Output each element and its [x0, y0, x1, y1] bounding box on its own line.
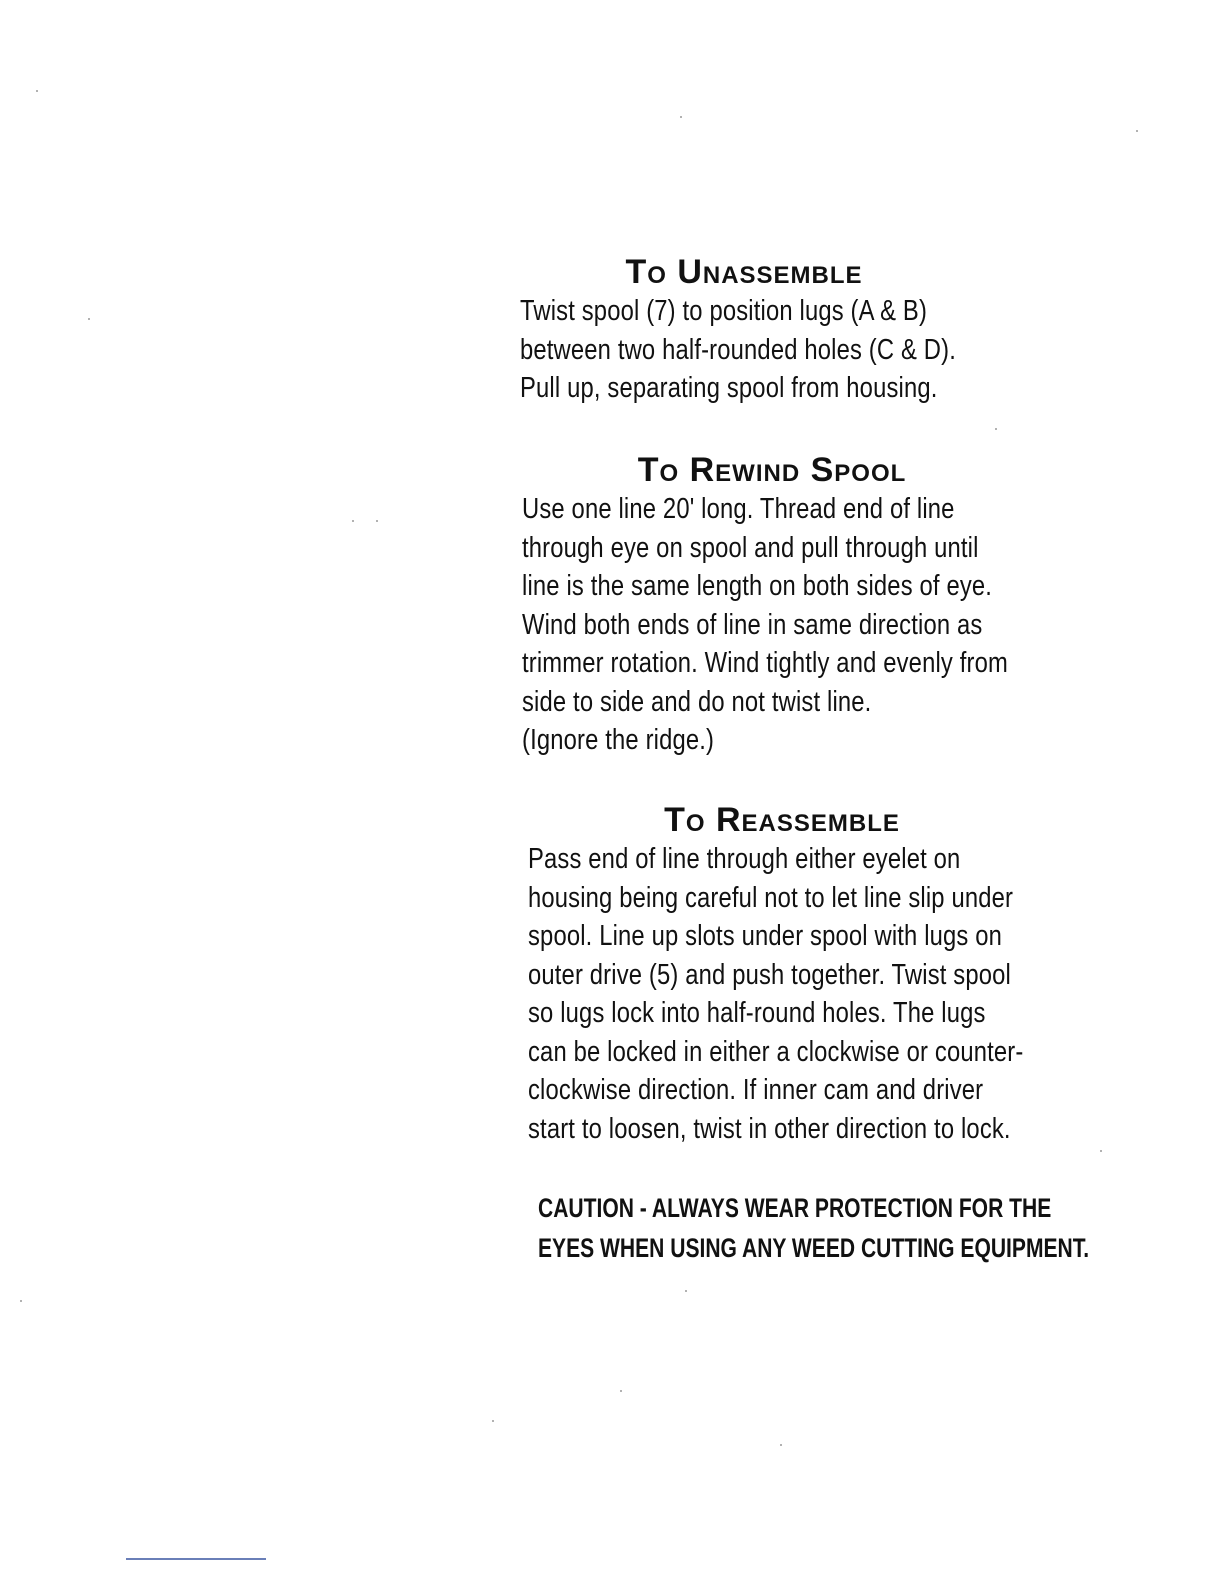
- body-line: line is the same length on both sides of eye.: [522, 570, 993, 602]
- bottom-rule: [126, 1558, 266, 1560]
- body-line: Pull up, separating spool from housing.: [520, 372, 938, 404]
- scan-speck: [780, 1444, 782, 1446]
- body-line: can be locked in either a clockwise or counter-: [528, 1035, 1024, 1068]
- caution-line: CAUTION - ALWAYS WEAR PROTECTION FOR THE: [538, 1193, 1052, 1223]
- section-rewind-spool: [522, 450, 1102, 760]
- body-line: outer drive (5) and push together. Twist spool: [528, 958, 1011, 991]
- body-line: Twist spool (7) to position lugs (A & B): [520, 295, 928, 327]
- scan-speck: [20, 1300, 22, 1302]
- body-line: spool. Line up slots under spool with lugs on: [528, 920, 1003, 952]
- scan-speck: [685, 1290, 687, 1292]
- scan-speck: [680, 116, 682, 118]
- scan-speck: [88, 318, 90, 320]
- heading-unassemble: To Unassemble: [625, 253, 863, 291]
- scan-speck: [36, 90, 38, 92]
- scan-speck: [492, 1420, 494, 1422]
- body-line: Wind both ends of line in same direction as: [522, 608, 983, 641]
- body-line: so lugs lock into half-round holes. The lugs: [528, 997, 986, 1029]
- heading-rewind-spool: To Rewind Spool: [637, 451, 907, 489]
- scan-speck: [995, 428, 997, 430]
- caution-line: EYES WHEN USING ANY WEED CUTTING EQUIPMENT.: [538, 1233, 1090, 1263]
- scan-speck: [1136, 130, 1138, 132]
- section-reassemble: [528, 800, 1108, 1148]
- scan-speck: [1100, 1150, 1102, 1152]
- body-line: start to loosen, twist in other direction to lock.: [528, 1112, 1011, 1145]
- body-line: between two half-rounded holes (C & D).: [520, 333, 956, 366]
- caution-notice: [538, 1188, 1098, 1268]
- scan-speck: [352, 520, 354, 522]
- scan-speck: [376, 520, 378, 522]
- body-line: housing being careful not to let line slip under: [528, 881, 1014, 914]
- body-line: Use one line 20' long. Thread end of line: [522, 493, 955, 525]
- section-unassemble: [520, 252, 1080, 408]
- body-line: Pass end of line through either eyelet on: [528, 843, 961, 875]
- heading-reassemble: To Reassemble: [664, 801, 900, 839]
- body-line: side to side and do not twist line.: [522, 685, 872, 718]
- body-line: trimmer rotation. Wind tightly and evenly from: [522, 647, 1008, 679]
- scan-speck: [620, 1390, 622, 1392]
- body-line: through eye on spool and pull through until: [522, 531, 979, 564]
- body-line: clockwise direction. If inner cam and driver: [528, 1074, 984, 1106]
- body-line: (Ignore the ridge.): [522, 724, 715, 756]
